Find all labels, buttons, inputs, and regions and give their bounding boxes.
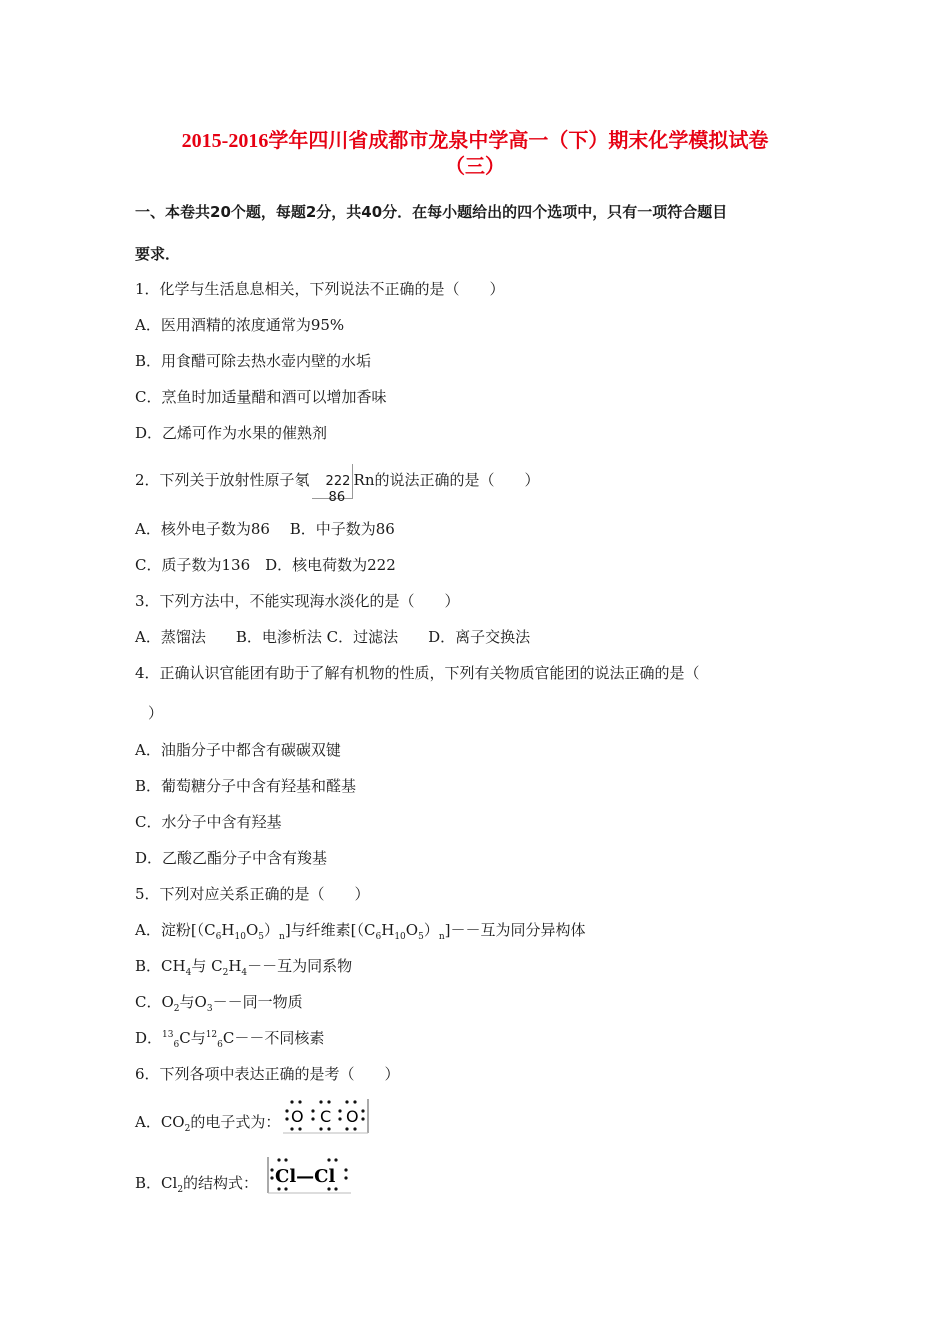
q1-option-b: B．用食醋可除去热水壶内壁的水垢 bbox=[135, 352, 372, 370]
co2-atom-o-left: O bbox=[291, 1107, 304, 1126]
subscript: 2 bbox=[177, 1185, 184, 1195]
subscript: 6 bbox=[375, 932, 382, 942]
subscript: 2 bbox=[184, 1124, 191, 1134]
mass-number: 222 bbox=[325, 473, 351, 489]
section-heading-cont: 要求． bbox=[135, 245, 181, 263]
q4-option-d: D．乙酸乙酯分子中含有羧基 bbox=[135, 849, 328, 867]
q4-stem: 4．正确认识官能团有助于了解有机物的性质，下列有关物质官能团的说法正确的是（ bbox=[135, 664, 700, 682]
atomic-number: 86 bbox=[328, 489, 346, 505]
subscript: 3 bbox=[206, 1004, 213, 1014]
subscript: 6 bbox=[173, 1040, 180, 1050]
q4-option-b: B．葡萄糖分子中含有羟基和醛基 bbox=[135, 777, 357, 795]
subscript: 6 bbox=[217, 1040, 223, 1050]
q2-stem-after: 的说法正确的是（ ） bbox=[374, 471, 540, 489]
q5-b-text: H bbox=[228, 957, 242, 975]
q5-a-text: ） bbox=[264, 921, 280, 939]
subscript: 10 bbox=[394, 932, 406, 942]
q5-a-text: ]－－互为同分异构体 bbox=[444, 921, 586, 939]
q1-option-a: A．医用酒精的浓度通常为95% bbox=[135, 316, 345, 334]
q5-option-d bbox=[135, 1028, 324, 1048]
q1-option-c: C．烹鱼时加适量醋和酒可以增加香味 bbox=[135, 388, 387, 406]
q6-b-text: B．Cl bbox=[135, 1174, 178, 1192]
q5-c-text: 与O bbox=[179, 993, 207, 1011]
q2-stem bbox=[135, 462, 540, 505]
subscript: 5 bbox=[258, 932, 264, 942]
q2-options-ab: A．核外电子数为86 B．中子数为86 bbox=[135, 520, 395, 538]
subscript: 5 bbox=[418, 932, 424, 942]
co2-electron-dot-formula bbox=[283, 1097, 371, 1137]
q2-options-cd: C．质子数为136 D．核电荷数为222 bbox=[135, 556, 396, 574]
q6-option-a bbox=[135, 1112, 280, 1132]
q5-a-text: O bbox=[405, 921, 419, 939]
q5-a-text: A．淀粉[（C bbox=[135, 921, 216, 939]
subscript: 6 bbox=[215, 932, 222, 942]
q5-d-text: C与 bbox=[179, 1029, 206, 1047]
q5-b-text: B．CH bbox=[135, 957, 186, 975]
subscript: n bbox=[279, 932, 285, 942]
subscript: 4 bbox=[185, 968, 192, 978]
q4-stem-cont: ） bbox=[148, 704, 164, 722]
co2-atom-o-right: O bbox=[346, 1107, 359, 1126]
radon-isotope-notation bbox=[312, 464, 353, 505]
q5-b-text: 与 C bbox=[191, 957, 223, 975]
q3-stem: 3．下列方法中，不能实现海水淡化的是（ ） bbox=[135, 592, 460, 610]
cl2-structural-formula bbox=[265, 1155, 355, 1197]
subscript: 4 bbox=[241, 968, 248, 978]
q6-option-b bbox=[135, 1173, 258, 1193]
superscript: 13 bbox=[162, 1030, 174, 1040]
co2-atom-c: C bbox=[320, 1107, 332, 1126]
q5-stem: 5．下列对应关系正确的是（ ） bbox=[135, 885, 370, 903]
q3-options: A．蒸馏法 B．电渗析法 C．过滤法 D．离子交换法 bbox=[135, 628, 531, 646]
q5-a-text: ]与纤维素[（C bbox=[284, 921, 376, 939]
q5-a-text: O bbox=[245, 921, 259, 939]
element-symbol: Rn bbox=[353, 471, 375, 489]
q5-c-text: C．O bbox=[135, 993, 174, 1011]
q5-option-c bbox=[135, 992, 303, 1012]
cl2-formula-text: Cl—Cl bbox=[275, 1166, 336, 1187]
q6-a-text: 的电子式为： bbox=[190, 1113, 281, 1131]
q5-b-text: －－互为同系物 bbox=[247, 957, 353, 975]
exam-title-cont: （三） bbox=[445, 156, 505, 178]
subscript: n bbox=[438, 932, 445, 942]
q5-d-text: C－－不同核素 bbox=[222, 1029, 325, 1047]
q1-stem: 1．化学与生活息息相关，下列说法不正确的是（ ） bbox=[135, 280, 505, 298]
q5-c-text: －－同一物质 bbox=[212, 993, 303, 1011]
q5-d-text: D． bbox=[135, 1029, 163, 1047]
subscript: 2 bbox=[222, 968, 229, 978]
subscript: 2 bbox=[173, 1004, 180, 1014]
q5-option-b bbox=[135, 956, 352, 976]
q6-a-text: A．CO bbox=[135, 1113, 185, 1131]
q6-b-text: 的结构式： bbox=[183, 1174, 259, 1192]
q2-stem-before: 2．下列关于放射性原子氡 bbox=[135, 471, 310, 489]
superscript: 12 bbox=[205, 1030, 218, 1040]
q6-stem: 6．下列各项中表达正确的是考（ ） bbox=[135, 1065, 400, 1083]
q4-option-a: A．油脂分子中都含有碳碳双键 bbox=[135, 741, 341, 759]
q5-a-text: H bbox=[221, 921, 235, 939]
q5-a-text: ） bbox=[423, 921, 439, 939]
exam-title: 2015-2016学年四川省成都市龙泉中学高一（下）期末化学模拟试卷 bbox=[181, 130, 769, 152]
subscript: 10 bbox=[234, 932, 246, 942]
section-heading: 一、本卷共20个题，每题2分，共40分．在每小题给出的四个选项中，只有一项符合题目 bbox=[135, 203, 728, 221]
q4-option-c: C．水分子中含有羟基 bbox=[135, 813, 282, 831]
q5-option-a bbox=[135, 920, 586, 940]
q5-a-text: H bbox=[381, 921, 395, 939]
q1-option-d: D．乙烯可作为水果的催熟剂 bbox=[135, 424, 328, 442]
